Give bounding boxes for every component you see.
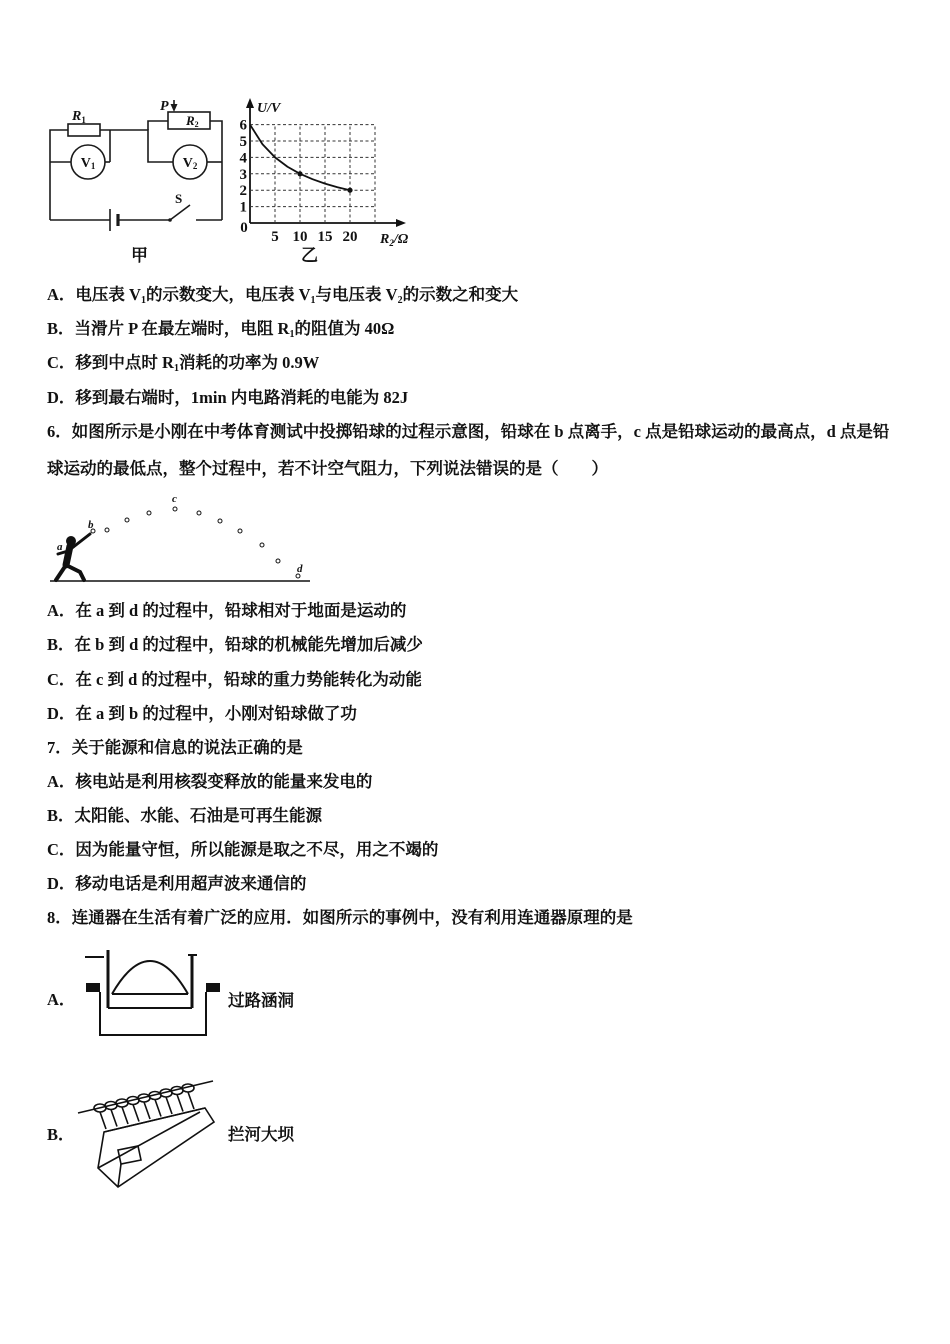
option-text: 太阳能、水能、石油是可再生能源 [74,806,323,825]
graph-marked-point [347,188,352,193]
option-label: B． [47,806,75,825]
option-text: 因为能量守恒，所以能源是取之不尽，用之不竭的 [75,840,439,859]
v1-label-main: V [80,156,91,171]
point-c [173,507,177,511]
circuit-diagram [40,95,230,240]
trajectory-dot [125,518,129,522]
x-axis-label-unit: /Ω [393,232,409,247]
q7-option-b [47,806,322,826]
slider-p-label: P [160,99,169,114]
q8-stem [47,908,633,928]
point-d-label: d [297,563,303,575]
y-axis-label: U/V [257,101,281,116]
option-label: C． [47,353,76,372]
option-label: A． [47,285,76,304]
dam-figure [70,1075,220,1195]
trajectory-dot [197,511,201,515]
point-a-label: a [57,541,63,553]
q6-stem-line-2 [47,459,608,479]
r2-label [185,113,199,129]
option-label: B． [47,319,75,338]
question-number: 8． [47,908,72,927]
option-text: 的阻值为 40Ω [294,319,395,338]
trajectory-dot [105,528,109,532]
option-text: 消耗的功率为 0.9W [178,353,320,372]
v1-label [81,156,96,171]
question-number: 7． [47,738,72,757]
road-hump [112,961,188,994]
option-label: D． [47,874,76,893]
switch-label: S [175,191,183,206]
q6-option-a [47,601,406,621]
option-text: 的示数之和变大 [402,285,519,304]
graph-grid [250,125,375,223]
x-tick-label: 10 [292,229,308,245]
circuit-caption: 甲 [131,246,148,266]
q5-option-a [47,285,518,305]
wire-r2-left [148,121,168,130]
q6-stem-line-1 [47,422,889,442]
wire-right [210,121,222,220]
option-text: 在 a 到 d 的过程中，铅球相对于地面是运动的 [75,601,407,620]
point-c-label: c [172,493,177,505]
option-text: 核电站是利用核裂变释放的能量来发电的 [75,772,373,791]
slider-p-arrowhead [171,104,178,112]
r2-label-main: R [186,113,195,128]
switch-pivot [168,218,172,222]
q5-option-d [47,388,408,408]
r1-label-sub: 1 [81,115,86,125]
r2-label-sub: 2 [194,120,199,129]
r1-label-main: R [72,109,82,124]
ground-right [206,983,220,992]
x-axis-label-main: R [380,232,390,247]
q5-option-b [47,319,394,339]
q6-option-c [47,670,422,690]
x-tick-label: 20 [342,229,358,245]
subscript: 1 [289,329,295,340]
option-label: D． [47,704,76,723]
y-tick-label: 1 [239,199,247,216]
y-tick-label: 2 [239,183,247,200]
option-text: 的示数变大，电压表 V [145,285,311,304]
trajectory-points [91,507,300,578]
option-text: 在 b 到 d 的过程中，铅球的机械能先增加后减少 [74,635,423,654]
graph-caption: 乙 [301,246,318,266]
q8-option-b-label: B． [47,1125,75,1144]
voltage-graph [232,96,422,248]
q7-option-d [47,874,306,894]
wire-top [100,130,173,162]
x-axis-arrow [396,219,406,227]
x-axis-label [379,232,409,248]
option-label: B． [47,635,75,654]
option-text: 当滑片 P 在最左端时，电阻 R [74,319,290,338]
x-tick-label: 5 [271,229,279,245]
x-axis-label-sub: 2 [389,238,394,248]
graph-marked-point [297,171,302,176]
r1-label [71,109,86,125]
q5-option-c [47,353,319,373]
dam-base-edge [98,1112,200,1168]
y-tick-label: 6 [239,117,247,134]
origin-label: 0 [240,220,248,236]
switch-blade [170,205,190,220]
ground-left [86,983,100,992]
question-stem: 球运动的最低点，整个过程中，若不计空气阻力，下列说法错误的是（ ） [47,459,608,478]
option-text: 在 c 到 d 的过程中，铅球的重力势能转化为动能 [75,670,422,689]
culvert-figure [80,945,225,1040]
q7-stem [47,738,303,758]
trajectory-dot [147,511,151,515]
q8-option-b-text: 拦河大坝 [228,1125,294,1144]
point-b-label: b [88,519,94,531]
v2-label [183,156,198,171]
shot-put-figure [45,488,315,588]
q6-option-b [47,635,423,655]
v2-label-main: V [182,156,193,171]
option-text: 移动电话是利用超声波来通信的 [75,874,307,893]
y-tick-label: 5 [239,134,247,150]
option-label: A． [47,601,76,620]
option-text: 与电压表 V [315,285,398,304]
subscript: 1 [140,295,146,306]
q7-option-c [47,840,438,860]
option-label: C． [47,840,76,859]
option-text: 移到中点时 R [75,353,174,372]
option-text: 在 a 到 b 的过程中，小刚对铅球做了功 [75,704,357,723]
x-tick-label: 15 [317,229,333,245]
option-label: C． [47,670,76,689]
v2-label-sub: 2 [192,161,198,171]
q7-option-a [47,772,372,792]
trajectory-dot [260,543,264,547]
q6-option-d [47,704,357,724]
dam-powerhouse-edge [118,1164,121,1187]
y-tick-label: 3 [239,166,247,183]
trajectory-dot [276,559,280,563]
option-label: A． [47,772,76,791]
wire-left [50,130,68,220]
subscript: 2 [397,295,403,306]
subscript: 1 [310,295,316,306]
question-stem: 连通器在生活有着广泛的应用．如图所示的事例中，没有利用连通器原理的是 [71,908,633,927]
trajectory-dot [238,529,242,533]
y-axis-arrow [246,98,254,108]
q8-option-a-label: A． [47,990,76,1009]
culvert-outer-channel [100,992,206,1035]
question-stem: 如图所示是小刚在中考体育测试中投掷铅球的过程示意图，铅球在 b 点离手，c 点是铅球运动的最高点，d 点是铅 [71,422,890,441]
question-number: 6． [47,422,72,441]
option-label: D． [47,388,76,407]
option-text: 移到最右端时，1min 内电路消耗的电能为 82J [75,388,409,407]
v1-label-sub: 1 [90,161,96,171]
resistor-r1 [68,124,100,136]
q8-option-a-text: 过路涵洞 [228,991,294,1010]
subscript: 1 [173,363,179,374]
y-tick-label: 4 [239,150,247,167]
question-stem: 关于能源和信息的说法正确的是 [71,738,303,757]
trajectory-dot [218,519,222,523]
option-text: 电压表 V [75,285,141,304]
